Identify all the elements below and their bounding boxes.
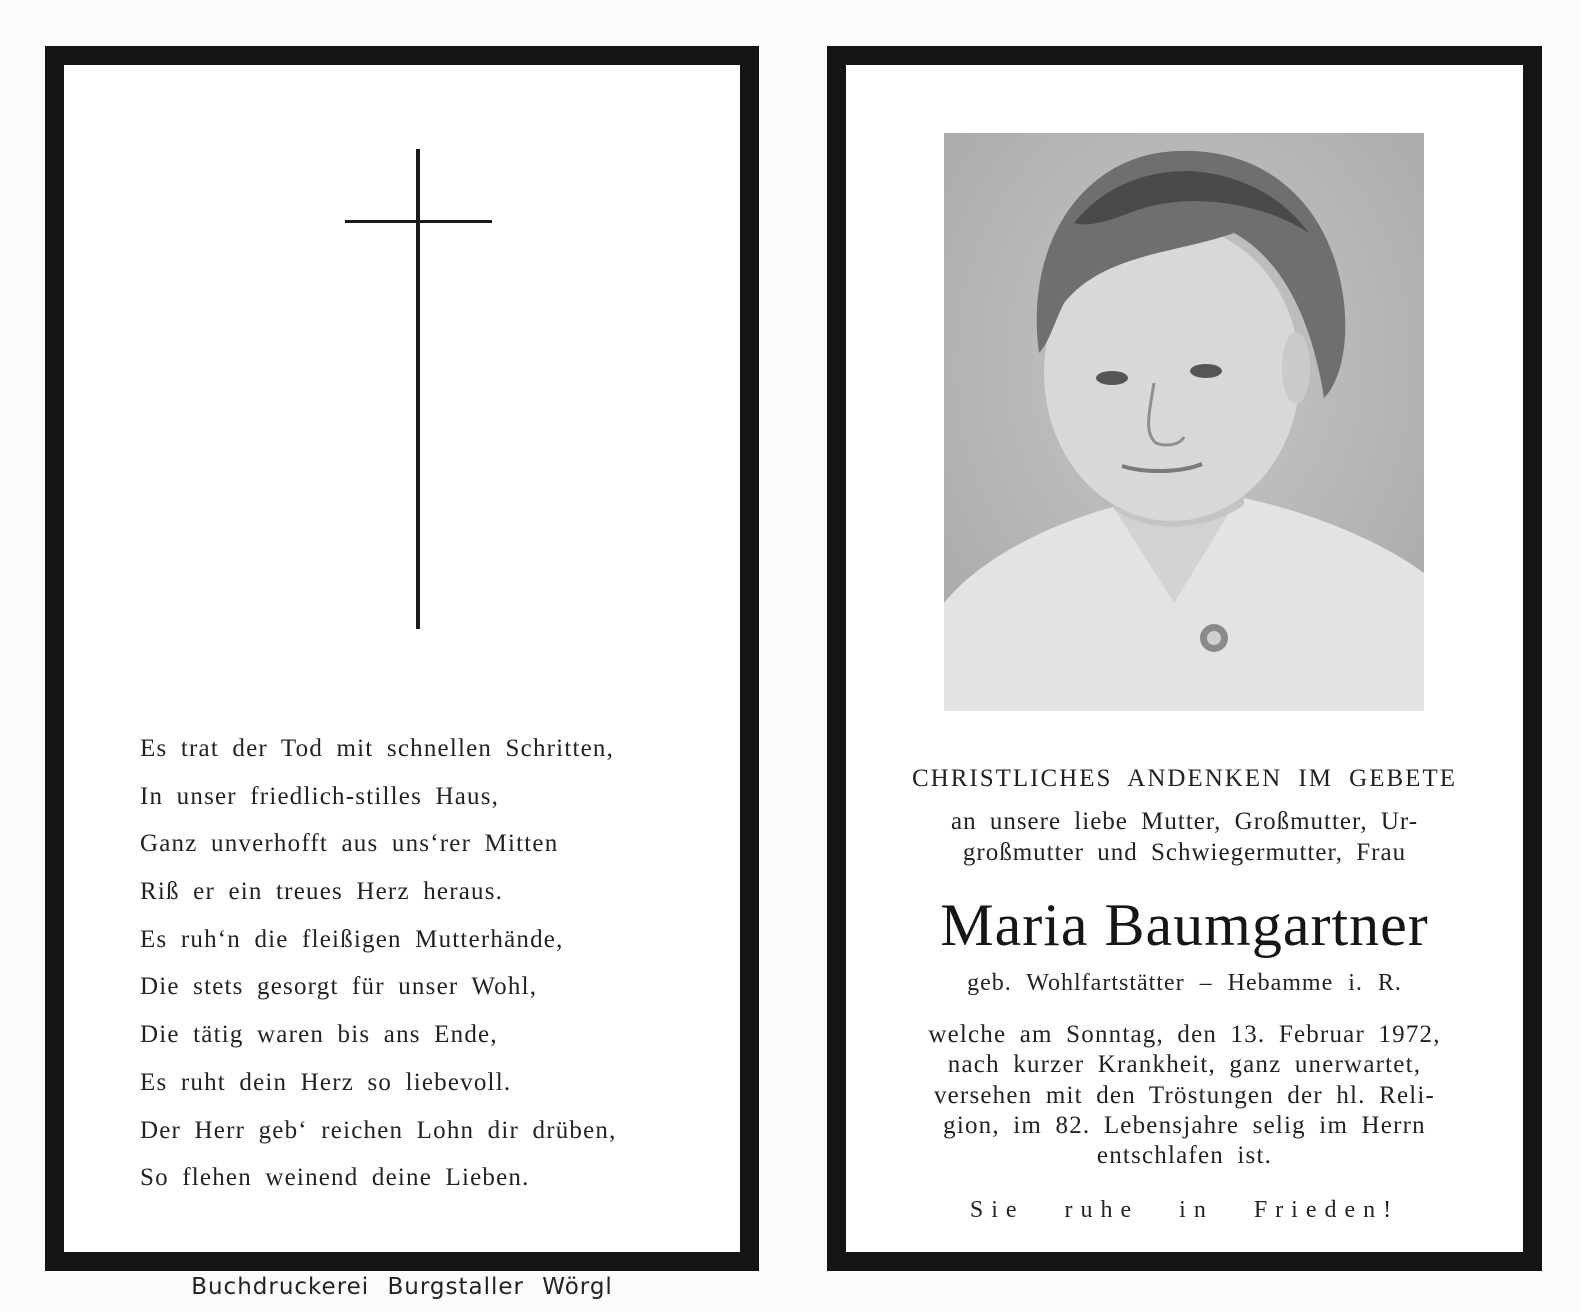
memorial-heading: CHRISTLICHES ANDENKEN IM GEBETE: [911, 765, 1457, 792]
poem-line: Ganz unverhofft aus uns‘rer Mitten: [140, 830, 559, 858]
poem-line: Es trat der Tod mit schnellen Schritten,: [140, 735, 615, 762]
poem-card: [45, 46, 759, 1271]
poem-line: Es ruht dein Herz so liebevoll.: [140, 1068, 512, 1096]
maiden-name-occupation: geb. Wohlfartstätter – Hebamme i. R.: [967, 970, 1402, 996]
poem-line: Der Herr geb‘ reichen Lohn dir drüben,: [140, 1116, 617, 1144]
notice-line: nach kurzer Krankheit, ganz unerwartet,: [947, 1051, 1422, 1079]
printer-imprint: Buchdruckerei Burgstaller Wörgl: [191, 1274, 613, 1300]
notice-line: welche am Sonntag, den 13. Februar 1972,: [928, 1021, 1441, 1048]
dedication-text: [846, 806, 1523, 868]
memorial-card: [827, 46, 1542, 1271]
portrait-photo: [944, 133, 1424, 711]
death-notice-text: [846, 1020, 1523, 1171]
deceased-name: Maria Baumgartner: [940, 892, 1429, 958]
poem-line: Riß er ein treues Herz heraus.: [140, 878, 504, 906]
notice-line: versehen mit den Tröstungen der hl. Reli-: [933, 1081, 1436, 1109]
notice-line: gion, im 82. Lebensjahre selig im Herrn: [943, 1111, 1426, 1139]
poem-line: So flehen weinend deine Lieben.: [140, 1164, 530, 1192]
poem-line: Die tätig waren bis ans Ende,: [140, 1021, 498, 1049]
poem-line: Die stets gesorgt für unser Wohl,: [140, 973, 538, 1001]
rest-in-peace-line: Sie ruhe in Frieden!: [969, 1197, 1400, 1223]
notice-line: entschlafen ist.: [1096, 1142, 1273, 1170]
dedication-line: an unsere liebe Mutter, Großmutter, Ur-: [950, 808, 1419, 835]
poem-line: Es ruh‘n die fleißigen Mutterhände,: [140, 925, 564, 953]
cross-horizontal-bar: [345, 220, 492, 223]
memorial-poem: [140, 725, 617, 1202]
dedication-line: großmutter und Schwiegermutter, Frau: [962, 839, 1407, 866]
poem-line: In unser friedlich-stilles Haus,: [140, 782, 500, 810]
